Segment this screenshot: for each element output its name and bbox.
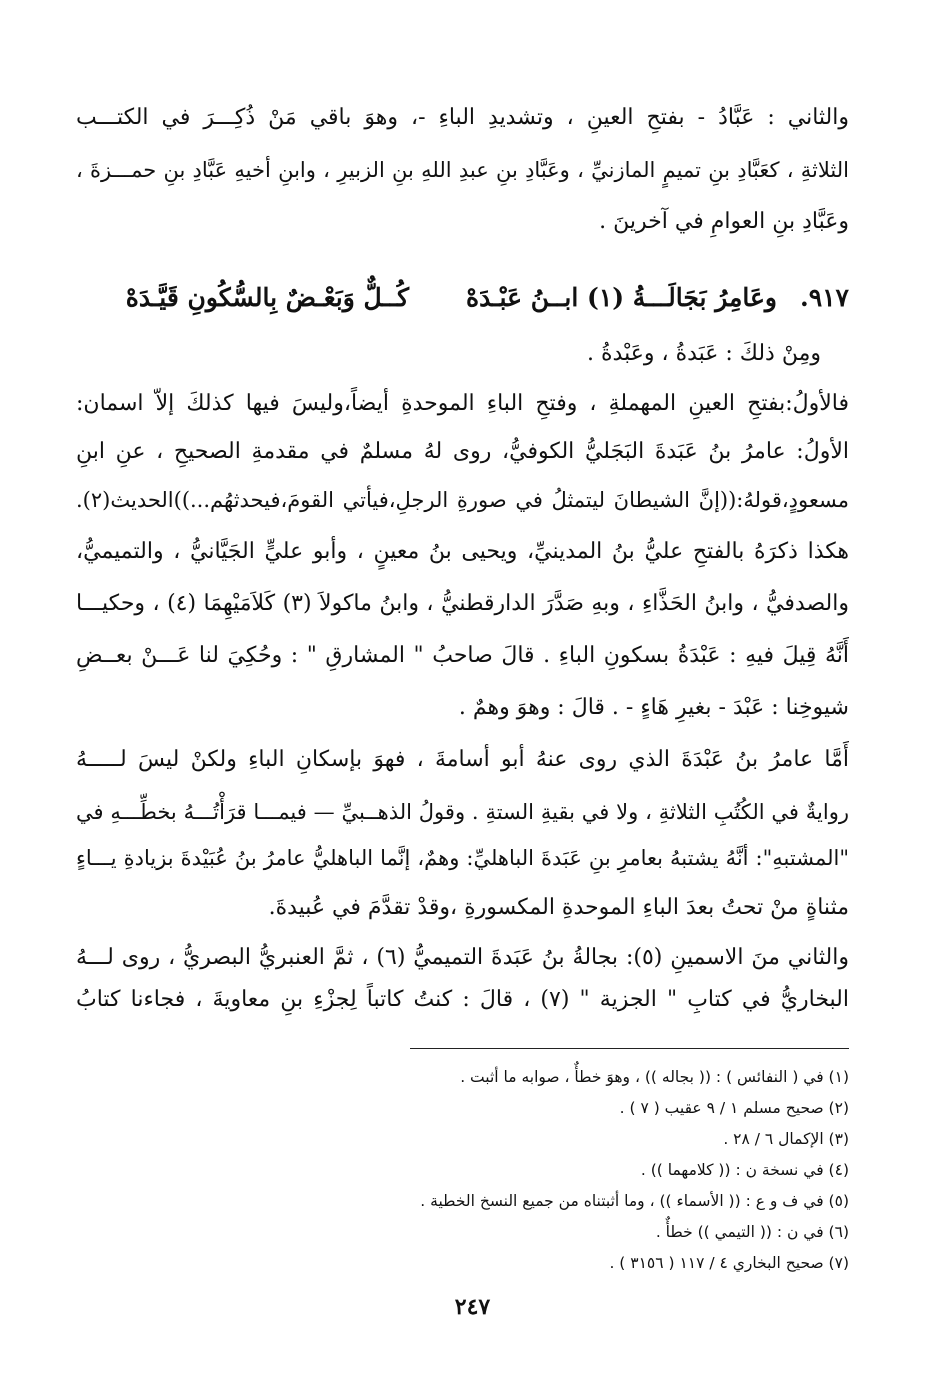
footnote: (٧) صحيح البخاري ٤ / ١١٧ ( ٣١٥٦ ) . <box>609 1254 849 1272</box>
paragraph-line: الثلاثةِ ، كعَبَّادِ بنِ تميمٍ المازنيِّ ، وعَبَّادِ بنِ عبدِ اللهِ بنِ الزبيرِ ، وابنِ أخيهِ عَبَّادِ بنِ حمـــزةَ ، <box>76 158 849 182</box>
body-line: "المشتبهِ": أنَّهُ يشتبهُ بعامرِ بنِ عَبَدةَ الباهليِّ: وهمٌ، إنَّما الباهليُّ عامرُ بنُ عُبَيْدةَ بزيادةِ يـــاءٍ <box>76 846 849 870</box>
verse-second-hemistich: كُــلٌّ وَبَعْـضٌ بِالسُّكُونِ قَيَّـدَهْ <box>125 283 409 312</box>
body-line: والصدفيُّ ، وابنُ الحَذَّاءِ ، وبهِ صَدَّرَ الدارقطنيُّ ، وابنُ ماكولاَ (٣) كَلاَمَيْهِمَا (٤) ، وحكيـــا <box>76 591 849 616</box>
footnote: (١) في ( النفائس ) : (( بجاله )) ، وهوَ خطأٌ ، صوابه ما أثبت . <box>460 1068 849 1086</box>
footnote: (٤) في نسخة ن : (( كلامهما )) . <box>640 1161 849 1179</box>
body-line: شيوخِنا : عَبْدَ - بغيرِ هَاءٍ - . قالَ : وهوَ وهمٌ . <box>458 695 849 720</box>
body-line: ومِنْ ذلكَ : عَبَدةُ ، وعَبْدةُ . <box>587 341 821 366</box>
footnotes <box>300 1062 849 1279</box>
body-line: أَنَّهُ قِيلَ فيهِ : عَبْدَةُ بسكونِ الباءِ . قالَ صاحبُ " المشارقِ " : وحُكِيَ لنا عَـــنْ بعــضِ <box>76 643 849 668</box>
footnote: (٥) في ف و ع : (( الأسماء )) ، وما أثبتناه من جميع النسخ الخطية . <box>420 1192 849 1210</box>
commentary-body <box>76 328 849 1018</box>
footnote: (٦) في ن : (( التيمي )) خطأٌ . <box>655 1223 849 1241</box>
body-line: روايةٌ في الكُتُبِ الثلاثةِ ، ولا في بقيةِ الستةِ . وقولُ الذهــبيِّ — فيمـــا قرَأْتُـــهُ بخطِّـــهِ في <box>76 800 849 824</box>
paragraph-line: والثاني : عَبَّادُ - بفتحِ العينِ ، وتشديدِ الباءِ -، وهوَ باقي مَنْ ذُكِـــرَ في الكتـــب <box>76 105 849 130</box>
footnote: (٢) صحيح مسلم ١ / ٩ عقيب ( ٧ ) . <box>619 1099 849 1117</box>
page-number: ٢٤٧ <box>454 1294 491 1320</box>
body-line: مسعودٍ،قولهُ:((إنَّ الشيطانَ ليتمثلُ في صورةِ الرجلِ،فيأتي القومَ،فيحدثهُم...))الحديث(٢). <box>76 488 849 512</box>
top-paragraph <box>76 92 849 252</box>
body-line: أَمَّا عامرُ بنُ عَبْدَةَ الذي روى عنهُ أبو أسامةَ ، فهوَ بإسكانِ الباءِ ولكنْ ليسَ لـــــهُ <box>76 747 849 772</box>
body-line: البخاريُّ في كتابِ " الجزية " (٧) ، قالَ : كنتُ كاتباً لِجزْءِ بنِ معاويةَ ، فجاءنا كتابُ <box>76 987 849 1012</box>
body-line: فالأولُ:بفتحِ العينِ المهملةِ ، وفتحِ الباءِ الموحدةِ أيضاً،وليسَ فيها كذلكَ إلاّ اسمان: <box>76 391 849 416</box>
body-line: والثاني منَ الاسمينِ (٥): بجالةُ بنُ عَبَدةَ التميميُّ (٦) ، ثمَّ العنبريُّ البصريُّ ، روى لـــهُ <box>76 945 849 970</box>
footnote: (٣) الإكمال ٦ / ٢٨ . <box>723 1130 849 1148</box>
verse-number: ٩١٧. <box>799 283 849 312</box>
body-line: مثناةٍ منْ تحتُ بعدَ الباءِ الموحدةِ المكسورةِ ،وقدْ تقدَّمَ في عُبيدةَ. <box>268 895 849 920</box>
body-line: الأولُ: عامرُ بنُ عَبَدةَ البَجَليُّ الكوفيُّ، روى لهُ مسلمٌ في مقدمةِ الصحيحِ ، عنِ ابنِ <box>76 439 849 464</box>
verse-first-hemistich: وعَامِرُ بَجَالَـــةُ (١) ابــنُ عَبْـدَهْ <box>466 283 777 312</box>
paragraph-line: وعَبَّادِ بنِ العوامِ في آخرينَ . <box>599 209 849 234</box>
body-line: هكذا ذكرَهُ بالفتحِ عليُّ بنُ المدينيِّ، ويحيى بنُ معينٍ ، وأبو عليٍّ الجَيَّانيُّ ، والتميميُّ، <box>76 539 849 564</box>
footnote-separator <box>410 1048 849 1049</box>
verse-line <box>76 268 849 328</box>
